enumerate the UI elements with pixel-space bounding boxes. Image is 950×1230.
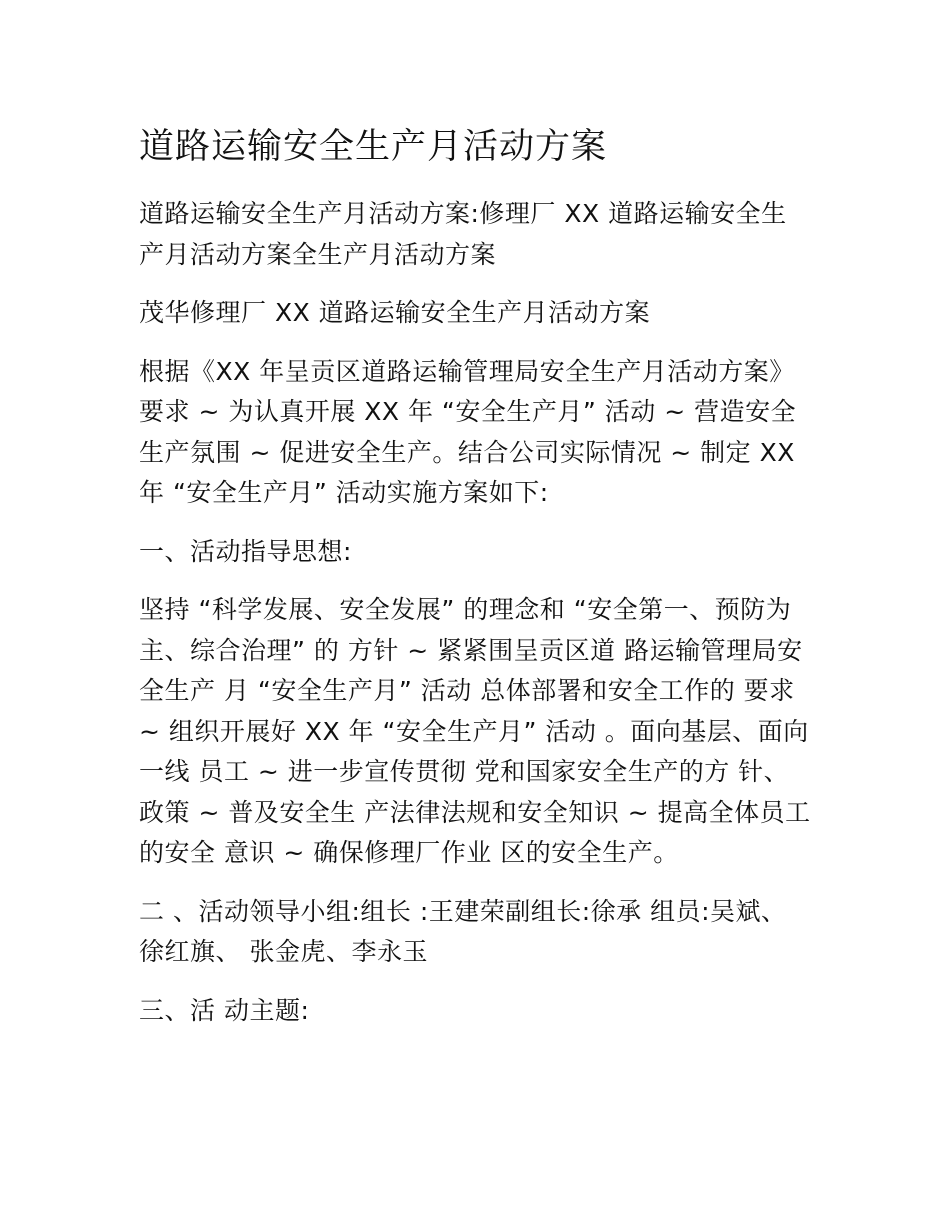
paragraph-guiding-thought: 坚持 “科学发展、安全发展” 的理念和 “安全第一、预防为主、综合治理” 的 方针 ~ 紧紧围呈贡区道 路运输管理局安全生产 月 “安全生产月” 活动 总体部署和安全工作的 要求 ~ 组织开展好 XX 年 “安全生产月” 活动 。面向基层、面向一线 员工 ~ 进一步宣传贯彻 党和国家安全生产的方 针、政策 ~ 普及安全生 产法律法规和安全知识 ~ 提高全体员工的安全 意识 ~ 确保修理厂作业 区的安全生产。 [139, 595, 811, 867]
paragraph-plan-name: 茂华修理厂 XX 道路运输安全生产月活动方案 [139, 298, 651, 327]
paragraph-leadership-group: 二 、活动领导小组:组长 :王建荣副组长:徐承 组员:吴斌、徐红旗、 张金虎、李永玉 [139, 896, 787, 966]
section-heading-theme: 三、活 动主题: [139, 995, 310, 1025]
document-title: 道路运输安全生产月活动方案 [139, 127, 608, 167]
paragraph-intro: 道路运输安全生产月活动方案:修理厂 XX 道路运输安全生产月活动方案全生产月活动方案 [139, 199, 787, 269]
section-heading-guiding-thought: 一、活动指导思想: [139, 536, 352, 566]
paragraph-basis: 根据《XX 年呈贡区道路运输管理局安全生产月活动方案》要求 ~ 为认真开展 XX 年 “安全生产月” 活动 ~ 营造安全生产氛围 ~ 促进安全生产。结合公司实际情况 ~ 制定 XX 年 “安全生产月” 活动实施方案如下: [139, 356, 797, 507]
document-page [139, 123, 811, 1049]
